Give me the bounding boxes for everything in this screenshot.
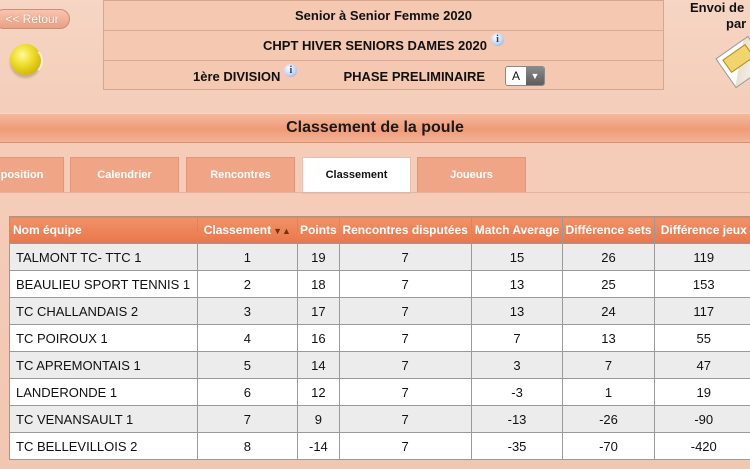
- column-header-nom[interactable]: Nom équipe: [10, 217, 198, 244]
- diff-sets-cell: -70: [563, 433, 654, 460]
- points-cell: 9: [298, 406, 340, 433]
- diff-games-cell: -90: [654, 406, 750, 433]
- match-average-cell: -13: [471, 406, 563, 433]
- table-row: [10, 271, 750, 298]
- rank-cell: 5: [197, 352, 297, 379]
- column-header-classement[interactable]: [197, 217, 297, 244]
- matches-played-cell: 7: [339, 271, 471, 298]
- points-cell: 14: [298, 352, 340, 379]
- match-average-cell: 13: [471, 298, 563, 325]
- diff-sets-cell: 7: [563, 352, 654, 379]
- matches-played-cell: 7: [339, 298, 471, 325]
- envoi-line1: Envoi de: [690, 0, 745, 15]
- table-header-row: [10, 217, 750, 244]
- table-row: [10, 298, 750, 325]
- match-average-cell: 15: [471, 244, 563, 271]
- tab-joueurs[interactable]: Joueurs: [417, 157, 526, 193]
- tab-composition[interactable]: position: [0, 157, 64, 193]
- tab-calendrier[interactable]: Calendrier: [70, 157, 179, 193]
- table-row: [10, 325, 750, 352]
- matches-played-cell: 7: [339, 352, 471, 379]
- envelope-icon[interactable]: [715, 36, 750, 88]
- table-row: [10, 352, 750, 379]
- diff-games-cell: 55: [654, 325, 750, 352]
- points-cell: 12: [298, 379, 340, 406]
- table-row: [10, 433, 750, 460]
- ranking-table: [9, 216, 750, 460]
- phase-label: PHASE PRELIMINAIRE: [343, 68, 486, 84]
- tab-bar: [0, 157, 750, 193]
- matches-played-cell: 7: [339, 406, 471, 433]
- points-cell: 16: [298, 325, 340, 352]
- team-name-cell[interactable]: TC POIROUX 1: [10, 325, 198, 352]
- column-header-diff-sets[interactable]: Différence sets: [563, 217, 654, 244]
- team-name-cell[interactable]: TC BELLEVILLOIS 2: [10, 433, 198, 460]
- table-body: [10, 244, 750, 460]
- diff-sets-cell: 1: [563, 379, 654, 406]
- matches-played-cell: 7: [339, 325, 471, 352]
- match-average-cell: 13: [471, 271, 563, 298]
- division-info-icon[interactable]: i: [284, 64, 297, 77]
- poule-select[interactable]: [505, 66, 545, 86]
- tab-classement[interactable]: Classement: [302, 157, 411, 194]
- team-name-cell[interactable]: TC CHALLANDAIS 2: [10, 298, 198, 325]
- matches-played-cell: 7: [339, 244, 471, 271]
- poule-select-value: A: [506, 67, 526, 85]
- match-average-cell: 7: [471, 325, 563, 352]
- rank-cell: 4: [197, 325, 297, 352]
- table-row: [10, 244, 750, 271]
- diff-sets-cell: 13: [563, 325, 654, 352]
- points-cell: -14: [298, 433, 340, 460]
- rank-cell: 7: [197, 406, 297, 433]
- table-row: [10, 406, 750, 433]
- tennis-ball-icon: [10, 44, 41, 75]
- sort-arrows-icon[interactable]: ▼▲: [273, 226, 291, 236]
- envoi-text: [690, 0, 746, 32]
- team-name-cell[interactable]: BEAULIEU SPORT TENNIS 1: [10, 271, 198, 298]
- category-label: Senior à Senior Femme 2020: [294, 8, 473, 23]
- rank-cell: 2: [197, 271, 297, 298]
- back-button[interactable]: << Retour: [0, 9, 70, 29]
- division-label: 1ère DIVISION: [193, 68, 281, 84]
- team-name-cell[interactable]: TALMONT TC- TTC 1: [10, 244, 198, 271]
- championship-info-icon[interactable]: i: [491, 33, 504, 46]
- team-name-cell[interactable]: TC VENANSAULT 1: [10, 406, 198, 433]
- diff-games-cell: 19: [654, 379, 750, 406]
- tab-rencontres[interactable]: Rencontres: [186, 157, 295, 193]
- match-average-cell: -35: [471, 433, 563, 460]
- column-header-points[interactable]: Points: [298, 217, 340, 244]
- competition-category: [104, 1, 663, 31]
- match-average-cell: 3: [471, 352, 563, 379]
- team-name-cell[interactable]: TC APREMONTAIS 1: [10, 352, 198, 379]
- points-cell: 17: [298, 298, 340, 325]
- points-cell: 18: [298, 271, 340, 298]
- diff-sets-cell: 26: [563, 244, 654, 271]
- diff-games-cell: 117: [654, 298, 750, 325]
- diff-sets-cell: 24: [563, 298, 654, 325]
- diff-sets-cell: 25: [563, 271, 654, 298]
- division-row: [104, 61, 663, 91]
- column-header-classement-label: Classement: [203, 223, 272, 237]
- points-cell: 19: [298, 244, 340, 271]
- column-header-diff-jeux[interactable]: Différence jeux: [654, 217, 750, 244]
- diff-sets-cell: -26: [563, 406, 654, 433]
- diff-games-cell: 119: [654, 244, 750, 271]
- championship-label: CHPT HIVER SENIORS DAMES 2020: [263, 38, 487, 53]
- competition-info: [103, 0, 664, 90]
- column-header-rencontres[interactable]: Rencontres disputées: [339, 217, 471, 244]
- section-title: Classement de la poule: [0, 113, 750, 143]
- tab-divider: [0, 192, 750, 193]
- rank-cell: 6: [197, 379, 297, 406]
- envoi-line2: par: [726, 16, 747, 31]
- rank-cell: 3: [197, 298, 297, 325]
- column-header-match-average[interactable]: Match Average: [471, 217, 563, 244]
- rank-cell: 1: [197, 244, 297, 271]
- match-average-cell: -3: [471, 379, 563, 406]
- diff-games-cell: 47: [654, 352, 750, 379]
- table-row: [10, 379, 750, 406]
- matches-played-cell: 7: [339, 379, 471, 406]
- rank-cell: 8: [197, 433, 297, 460]
- chevron-down-icon: ▼: [526, 67, 544, 85]
- team-name-cell[interactable]: LANDERONDE 1: [10, 379, 198, 406]
- championship-row: [104, 31, 663, 61]
- diff-games-cell: 153: [654, 271, 750, 298]
- matches-played-cell: 7: [339, 433, 471, 460]
- diff-games-cell: -420: [654, 433, 750, 460]
